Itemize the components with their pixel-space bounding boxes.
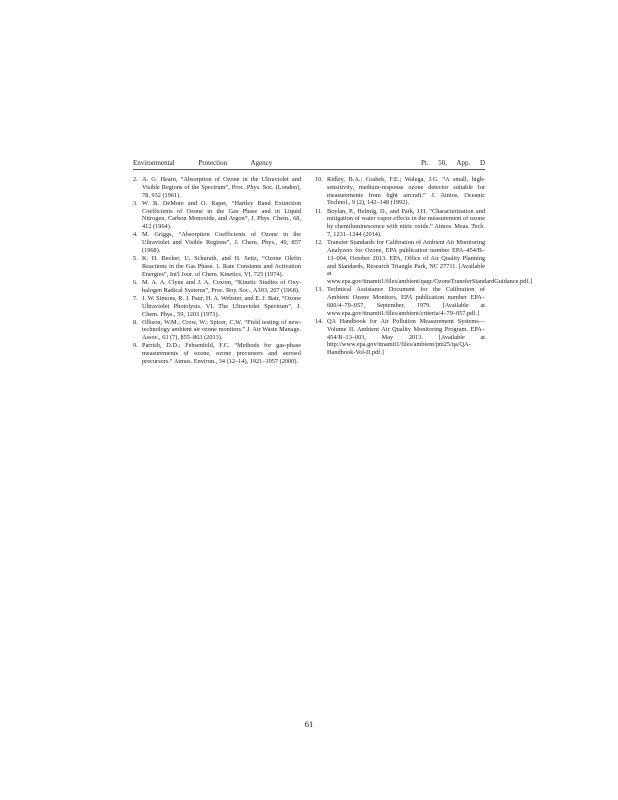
- reference-number: 3.: [133, 199, 138, 207]
- reference-number: 14.: [315, 317, 323, 325]
- reference-text: A. G. Hearn, “Absorption of Ozone in the Ultraviolet and Visible Regions of the Spectrum”, Proc. Phys. Soc. (London), 78, 932 (1961).: [142, 176, 301, 199]
- reference-text: J. W. Simons, R. J. Paur, H. A. Webster, and E. J. Bair, “Ozone Ultraviolet Photolysis. VI. The Ultraviolet Spectrum”, J. Chem. Phys., 59, 1203 (1973).: [142, 294, 301, 318]
- reference-number: 13.: [315, 286, 323, 294]
- page-number: 61: [304, 719, 314, 729]
- reference-item: [315, 318, 485, 357]
- references-column-right: [315, 176, 532, 357]
- header-agency: Environmental Protection Agency: [133, 159, 273, 167]
- reference-text: Ridley, B.A.; Grahek, F.E.; Walega, J.G. “A small, high-sensitivity, medium-response ozone detector suitable for measurements from light aircraft.” J. Atmos. Oceanic Technol., 9 (2), 142–148 (1992).: [327, 176, 485, 207]
- reference-text: K. H. Becker, U. Schurath, and H. Seitz, “Ozone Olefin Reactions in the Gas Phase. 1. Rate Constants and Activation Energies”, Int'l Jour. of Chem. Kinetics, VI, 725 (1974).: [142, 255, 301, 278]
- reference-number: 12.: [315, 239, 323, 247]
- reference-text: M. Griggs, “Absorption Coefficients of Ozone in the Ultraviolet and Visible Regions”, J. Chem. Phys., 49, 857 (1968).: [142, 231, 301, 254]
- reference-number: 6.: [133, 278, 138, 286]
- reference-text: QA Handbook for Air Pollution Measurement Systems—Volume II. Ambient Air Quality Monitoring Program. EPA–454/B–13–003, May 2013. [Available at http://www.epa.gov/ttnamti1/files/ambient/pm25/qa/QA-Handbook-Vol-II.pdf.]: [327, 317, 485, 357]
- reference-item: [133, 176, 301, 199]
- references-column-left: [133, 176, 301, 366]
- reference-number: 4.: [133, 231, 138, 239]
- reference-number: 2.: [133, 176, 138, 183]
- reference-number: 8.: [133, 318, 138, 326]
- header-part: Pt. 50, App. D: [420, 159, 485, 167]
- reference-item: [315, 239, 532, 286]
- reference-item: [133, 342, 301, 365]
- reference-item: [133, 295, 301, 318]
- reference-text: Transfer Standards for Calibration of Ambient Air Monitoring Analyzers for Ozone, EPA publication number EPA–454/B–13–004, October 2013. EPA, Office of Air Quality Planning and Standards, Research Triangle Park, NC 27711. [Available at www.epa.gov/ttnamti1/files/ambient/qaqc/OzoneTransferStandardGuidance.pdf.]: [327, 239, 532, 286]
- reference-item: [315, 208, 485, 239]
- reference-number: 7.: [133, 294, 138, 302]
- reference-text: M. A. A. Clyne and J. A. Coxom, “Kinetic Studies of Oxy-halogen Radical Systems”, Proc. Roy. Soc., A303, 207 (1968).: [142, 278, 301, 294]
- reference-text: Boylan, P., Helmig, D., and Park, J.H. “Characterization and mitigation of water vapor effects in the measurement of ozone by chemiluminescence with nitric oxide.” Atmos. Meas. Tech. 7, 1231–1244 (2014).: [327, 207, 485, 238]
- reference-item: [315, 176, 485, 207]
- reference-text: Ollison, W.M.; Crow, W.; Spicer, C.W. “Field testing of new-technology ambient air ozone monitors.” J. Air Waste Manage. Assoc., 63 (7), 855–863 (2013).: [142, 318, 301, 342]
- reference-text: W. B. DeMore and O. Raper, “Hartley Band Extinction Coefficients of Ozone in the Gas Phase and in Liquid Nitrogen, Carbon Monoxide, and Argon”, J. Phys. Chem., 68, 412 (1964).: [142, 199, 301, 231]
- reference-item: [133, 200, 301, 231]
- reference-number: 9.: [133, 342, 138, 350]
- reference-item: [315, 286, 485, 317]
- reference-item: [133, 319, 301, 342]
- reference-item: [133, 231, 301, 254]
- reference-item: [133, 279, 301, 295]
- reference-item: [133, 255, 301, 278]
- running-header: [133, 157, 485, 170]
- reference-number: 5.: [133, 255, 138, 263]
- reference-text: Parrish, D.D.; Fehsenfeld, F.C. “Methods for gas-phase measurements of ozone, ozone precursors and aerosol precursors.” Atmos. Environ., 34 (12–14), 1921–1957 (2000).: [142, 342, 301, 366]
- reference-text: Technical Assistance Document for the Calibration of Ambient Ozone Monitors, EPA publication number EPA–600/4–79–057, September, 1979. [Available at www.epa.gov/ttnamti1/files/ambient/criteria/4–79–057.pdf.]: [327, 286, 485, 317]
- reference-number: 11.: [315, 207, 323, 215]
- reference-number: 10.: [315, 176, 323, 183]
